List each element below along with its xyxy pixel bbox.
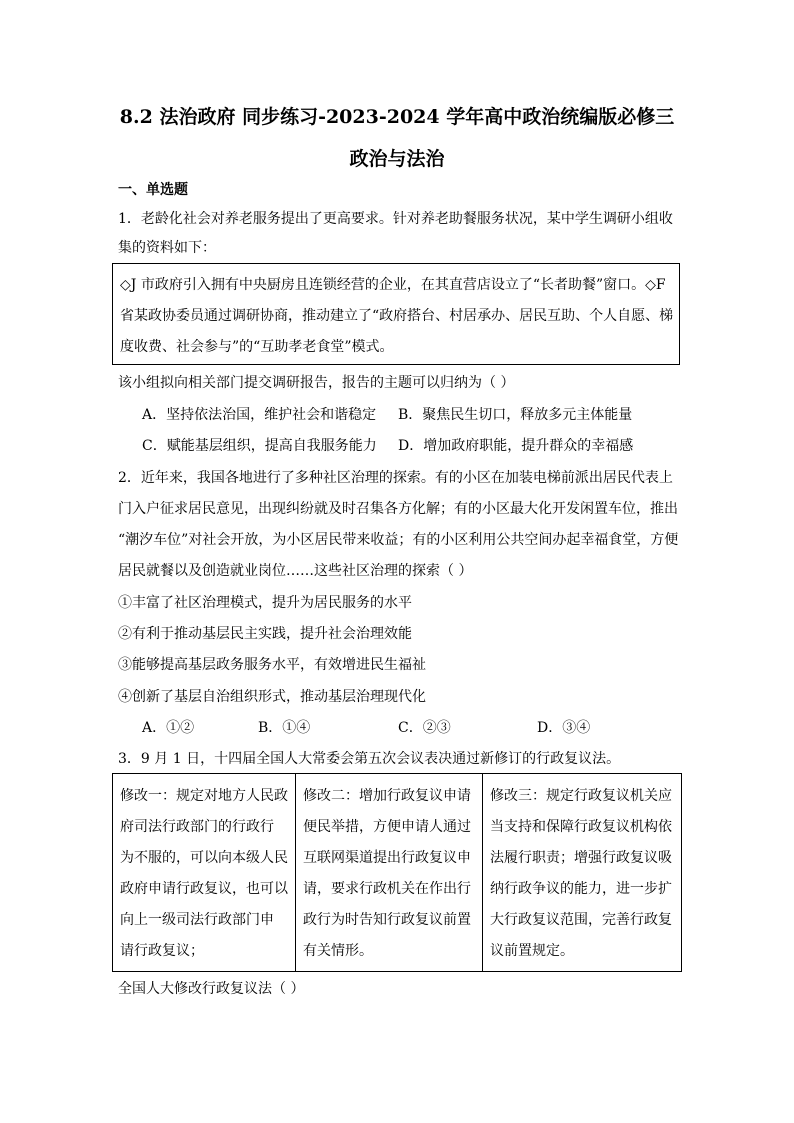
q1-material-line-1: ◇J 市政府引入拥有中央厨房且连锁经营的企业，在其直营店设立了“长者助餐”窗口。◇F	[120, 277, 666, 293]
q1-option-b[interactable]: B．聚焦民生切口，释放多元主体能量	[398, 407, 633, 423]
q2-stem-line-4: 居民就餐以及创造就业岗位……这些社区治理的探索（ ）	[118, 563, 473, 579]
page-title-line-2: 政治与法治	[349, 148, 445, 170]
page-title-line-1: 8.2 法治政府 同步练习-2023-2024 学年高中政治统编版必修三	[119, 106, 675, 128]
cell-3-line-2: 当支持和保障行政复议机构依	[490, 819, 672, 835]
q3-question: 全国人大修改行政复议法（ ）	[118, 981, 305, 997]
q3-amendment-table	[112, 773, 682, 972]
q2-item-3: ③能够提高基层政务服务水平，有效增进民生福祉	[118, 657, 426, 673]
cell-1-line-5: 向上一级司法行政部门申	[120, 912, 274, 928]
cell-1-line-6: 请行政复议；	[120, 943, 204, 959]
cell-2-line-5: 政行为时告知行政复议前置	[303, 912, 471, 928]
q1-option-a[interactable]: A．坚持依法治国，维护社会和谐稳定	[142, 407, 377, 423]
q1-question: 该小组拟向相关部门提交调研报告，报告的主题可以归纳为（ ）	[118, 375, 515, 391]
section-heading: 一、单选题	[118, 182, 188, 198]
cell-1-line-2: 府司法行政部门的行政行	[120, 819, 274, 835]
q1-option-c[interactable]: C．赋能基层组织，提高自我服务能力	[142, 438, 377, 454]
q1-stem-line-1: 1．老龄化社会对养老服务提出了更高要求。针对养老助餐服务状况，某中学生调研小组收	[118, 211, 673, 227]
cell-1-line-4: 政府申请行政复议，也可以	[120, 881, 288, 897]
q2-option-b[interactable]: B．①④	[258, 720, 311, 736]
q2-option-d[interactable]: D．③④	[537, 720, 591, 736]
cell-2-line-1: 修改二：增加行政复议申请	[303, 788, 471, 804]
cell-3-line-4: 纳行政争议的能力，进一步扩	[490, 881, 672, 897]
cell-3-line-6: 议前置规定。	[490, 943, 574, 959]
q3-stem: 3．9 月 1 日，十四届全国人大常委会第五次会议表决通过新修订的行政复议法。	[118, 751, 621, 767]
q1-material-line-2: 省某政协委员通过调研协商，推动建立了“政府搭台、村居承办、居民互助、个人自愿、梯	[120, 308, 674, 324]
cell-2-line-4: 请，要求行政机关在作出行	[303, 881, 471, 897]
cell-1-line-3: 为不服的，可以向本级人民	[120, 850, 288, 866]
q2-item-2: ②有利于推动基层民主实践，提升社会治理效能	[118, 626, 412, 642]
q1-material-line-3: 度收费、社会参与”的“互助孝老食堂”模式。	[120, 339, 394, 355]
table-cell-amendment-3	[483, 774, 681, 971]
q1-material-box	[112, 263, 680, 365]
q2-option-a[interactable]: A．①②	[142, 720, 195, 736]
q2-stem-line-2: 门入户征求居民意见，出现纠纷就及时召集各方化解；有的小区最大化开发闲置车位，推出	[118, 501, 678, 517]
q2-item-4: ④创新了基层自治组织形式，推动基层治理现代化	[118, 689, 426, 705]
cell-3-line-3: 法履行职责；增强行政复议吸	[490, 850, 672, 866]
q1-option-d[interactable]: D．增加政府职能，提升群众的幸福感	[398, 438, 634, 454]
q2-option-c[interactable]: C．②③	[398, 720, 451, 736]
cell-2-line-3: 互联网渠道提出行政复议申	[303, 850, 471, 866]
cell-1-line-1: 修改一：规定对地方人民政	[120, 788, 288, 804]
q2-stem-line-1: 2．近年来，我国各地进行了多种社区治理的探索。有的小区在加装电梯前派出居民代表上	[118, 470, 673, 486]
cell-3-line-1: 修改三：规定行政复议机关应	[490, 788, 672, 804]
table-cell-amendment-1	[113, 774, 296, 971]
cell-3-line-5: 大行政复议范围，完善行政复	[490, 912, 672, 928]
cell-2-line-2: 便民举措，方便申请人通过	[303, 819, 471, 835]
cell-2-line-6: 有关情形。	[303, 943, 373, 959]
table-cell-amendment-2	[296, 774, 483, 971]
q2-item-1: ①丰富了社区治理模式，提升为居民服务的水平	[118, 595, 412, 611]
q1-stem-line-2: 集的资料如下：	[118, 240, 216, 256]
q2-stem-line-3: “潮汐车位”对社会开放，为小区居民带来收益；有的小区利用公共空间办起幸福食堂，方便	[118, 532, 679, 548]
